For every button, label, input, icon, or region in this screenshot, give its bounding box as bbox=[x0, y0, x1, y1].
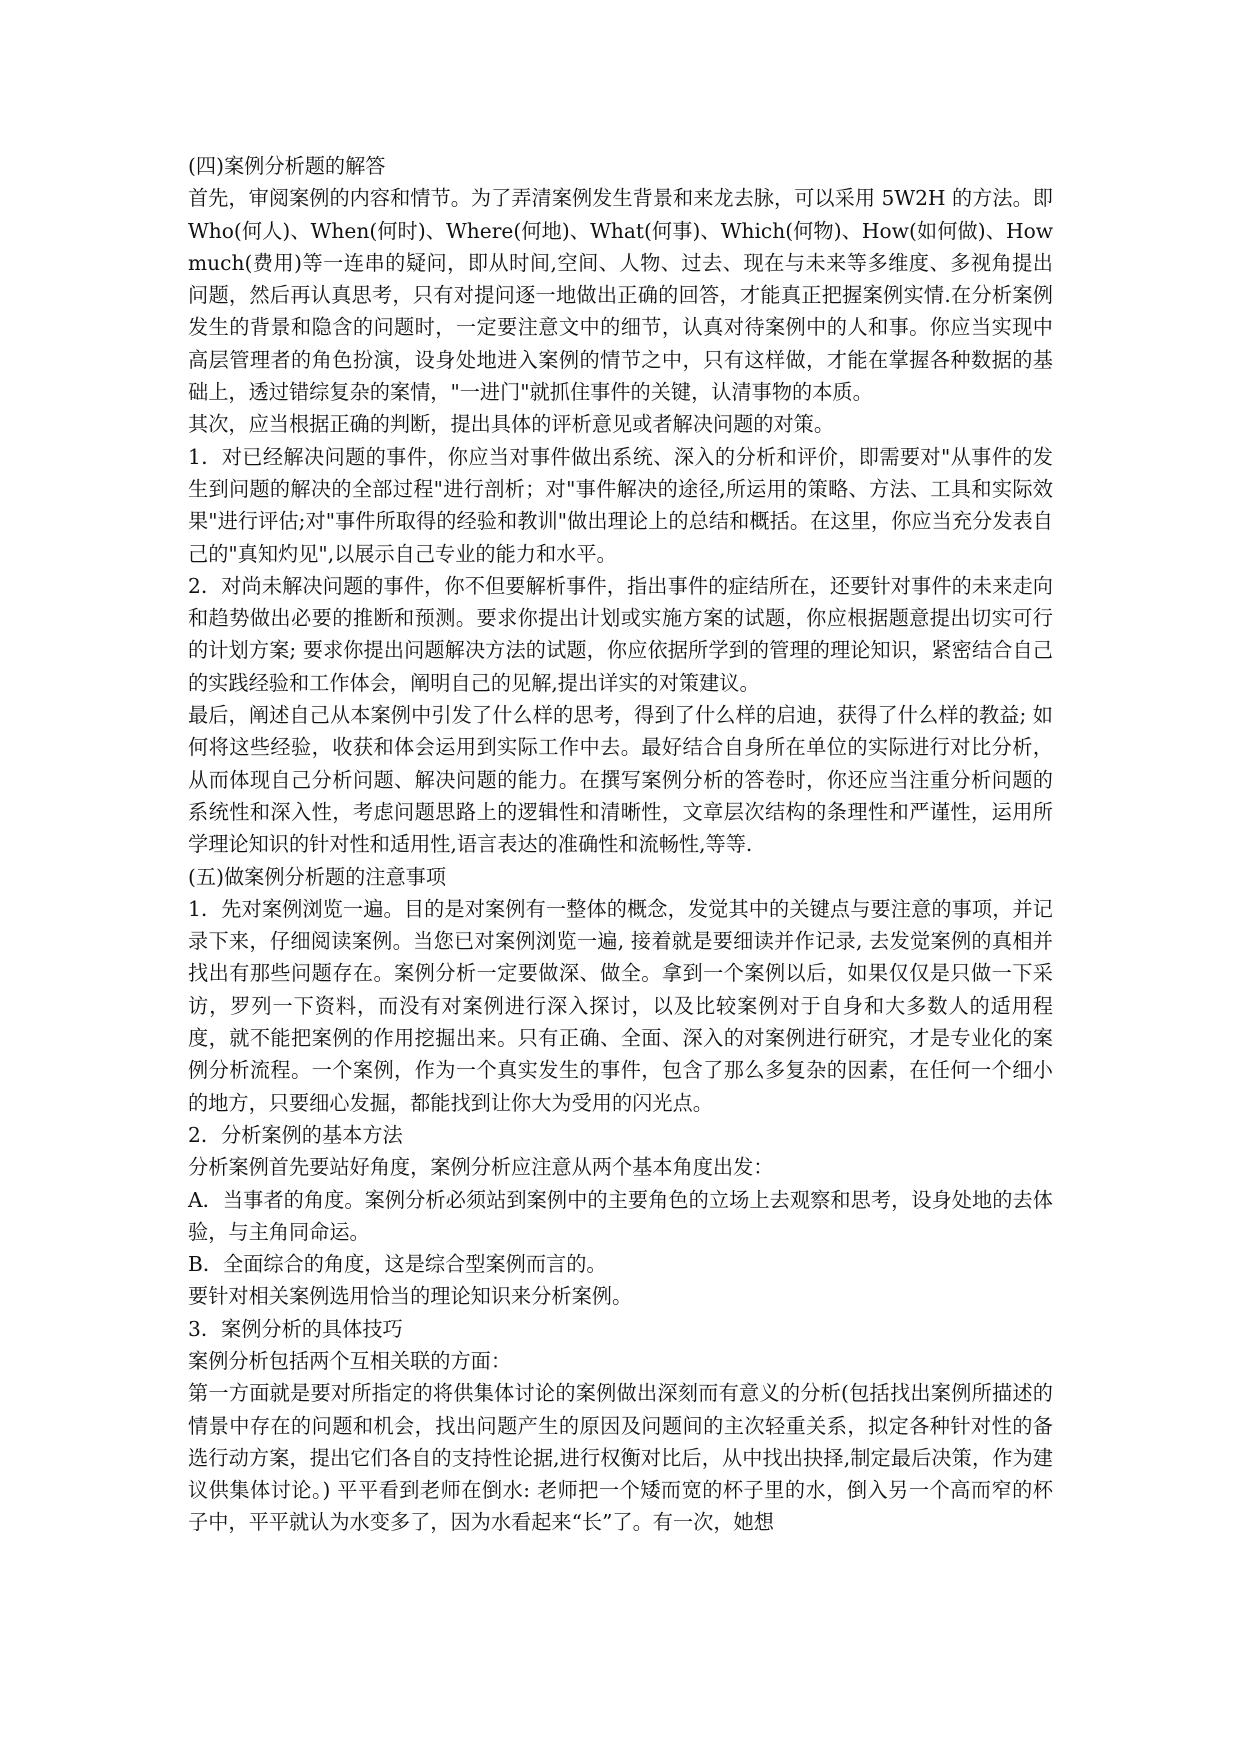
list-item-1-solved-events: 1．对已经解决问题的事件，你应当对事件做出系统、深入的分析和评价，即需要对"从事件的发生到问题的解决的全部过程"进行剖析；对"事件解决的途径,所运用的策略、方法、工具和实际效果"进行评估;对"事件所取得的经验和教训"做出理论上的总结和概括。在这里，你应当充分发表自己的"真知灼见",以展示自己专业的能力和水平。 bbox=[188, 444, 1053, 566]
list-item-3-techniques: 3．案例分析的具体技巧 bbox=[188, 1316, 403, 1341]
paragraph-theory: 要针对相关案例选用恰当的理论知识来分析案例。 bbox=[188, 1284, 633, 1309]
list-item-2-unsolved-events: 2．对尚未解决问题的事件，你不但要解析事件，指出事件的症结所在，还要针对事件的未来走向和趋势做出必要的推断和预测。要求你提出计划或实施方案的试题，你应根据题意提出切实可行的计划方案; 要求你提出问题解决方法的试题，你应依据所学到的管理的理论知识，紧密结合自己的实践经验和工作体会，阐明自己的见解,提出详实的对策建议。 bbox=[188, 573, 1053, 695]
document-body bbox=[188, 150, 1053, 1539]
list-item-a-party-angle: A．当事者的角度。案例分析必须站到案例中的主要角色的立场上去观察和思考，设身处地的去体验，与主角同命运。 bbox=[188, 1187, 1053, 1244]
list-item-b-comprehensive-angle: B．全面综合的角度，这是综合型案例而言的。 bbox=[188, 1252, 607, 1277]
paragraph-two-aspects: 案例分析包括两个互相关联的方面： bbox=[188, 1348, 512, 1373]
list-item-1-browse-case: 1．先对案例浏览一遍。目的是对案例有一整体的概念，发觉其中的关键点与要注意的事项，并记录下来，仔细阅读案例。当您已对案例浏览一遍, 接着就是要细读并作记录, 去发觉案例的真相并找出有那些问题存在。案例分析一定要做深、做全。拿到一个案例以后，如果仅仅是只做一下采访，罗列一下资料，而没有对案例进行深入探讨，以及比较案例对于自身和大多数人的适用程度，就不能把案例的作用挖掘出来。只有正确、全面、深入的对案例进行研究，才是专业化的案例分析流程。一个案例，作为一个真实发生的事件，包含了那么多复杂的因素，在任何一个细小的地方，只要细心发掘，都能找到让你大为受用的闪光点。 bbox=[188, 896, 1053, 1115]
paragraph-first-step: 首先，审阅案例的内容和情节。为了弄清案例发生背景和来龙去脉，可以采用 5W2H 的方法。即 Who(何人)、When(何时)、Where(何地)、What(何事)、Which(何物)、How(如何做)、How much(费用)等一连串的疑问，即从时间,空间、人物、过去、现在与未来等多维度、多视角提出问题，然后再认真思考，只有对提问逐一地做出正确的回答，才能真正把握案例实情.在分析案例发生的背景和隐含的问题时，一定要注意文中的细节，认真对待案例中的人和事。你应当实现中高层管理者的角色扮演，设身处地进入案例的情节之中，只有这样做，才能在掌握各种数据的基础上，透过错综复杂的案情，"一进门"就抓住事件的关键，认清事物的本质。 bbox=[188, 186, 1053, 405]
section-heading-4: (四)案例分析题的解答 bbox=[188, 154, 386, 178]
section-heading-5: (五)做案例分析题的注意事项 bbox=[188, 864, 447, 889]
paragraph-second-step: 其次，应当根据正确的判断，提出具体的评析意见或者解决问题的对策。 bbox=[188, 412, 835, 437]
paragraph-first-aspect: 第一方面就是要对所指定的将供集体讨论的案例做出深刻而有意义的分析(包括找出案例所描述的情景中存在的问题和机会，找出问题产生的原因及问题间的主次轻重关系，拟定各种针对性的备选行动方案，提出它们各自的支持性论据,进行权衡对比后，从中找出抉择,制定最后决策，作为建议供集体讨论。) 平平看到老师在倒水: 老师把一个矮而宽的杯子里的水，倒入另一个高而窄的杯子中，平平就认为水变多了，因为水看起来“长”了。有一次，她想 bbox=[188, 1381, 1053, 1535]
list-item-2-basic-method: 2．分析案例的基本方法 bbox=[188, 1122, 403, 1147]
paragraph-angles: 分析案例首先要站好角度，案例分析应注意从两个基本角度出发： bbox=[188, 1155, 774, 1180]
paragraph-finally: 最后，阐述自己从本案例中引发了什么样的思考，得到了什么样的启迪，获得了什么样的教益; 如何将这些经验，收获和体会运用到实际工作中去。最好结合自身所在单位的实际进行对比分析，从而体现自己分析问题、解决问题的能力。在撰写案例分析的答卷时，你还应当注重分析问题的系统性和深入性，考虑问题思路上的逻辑性和清晰性，文章层次结构的条理性和严谨性，运用所学理论知识的针对性和适用性,语言表达的准确性和流畅性,等等. bbox=[188, 703, 1053, 857]
